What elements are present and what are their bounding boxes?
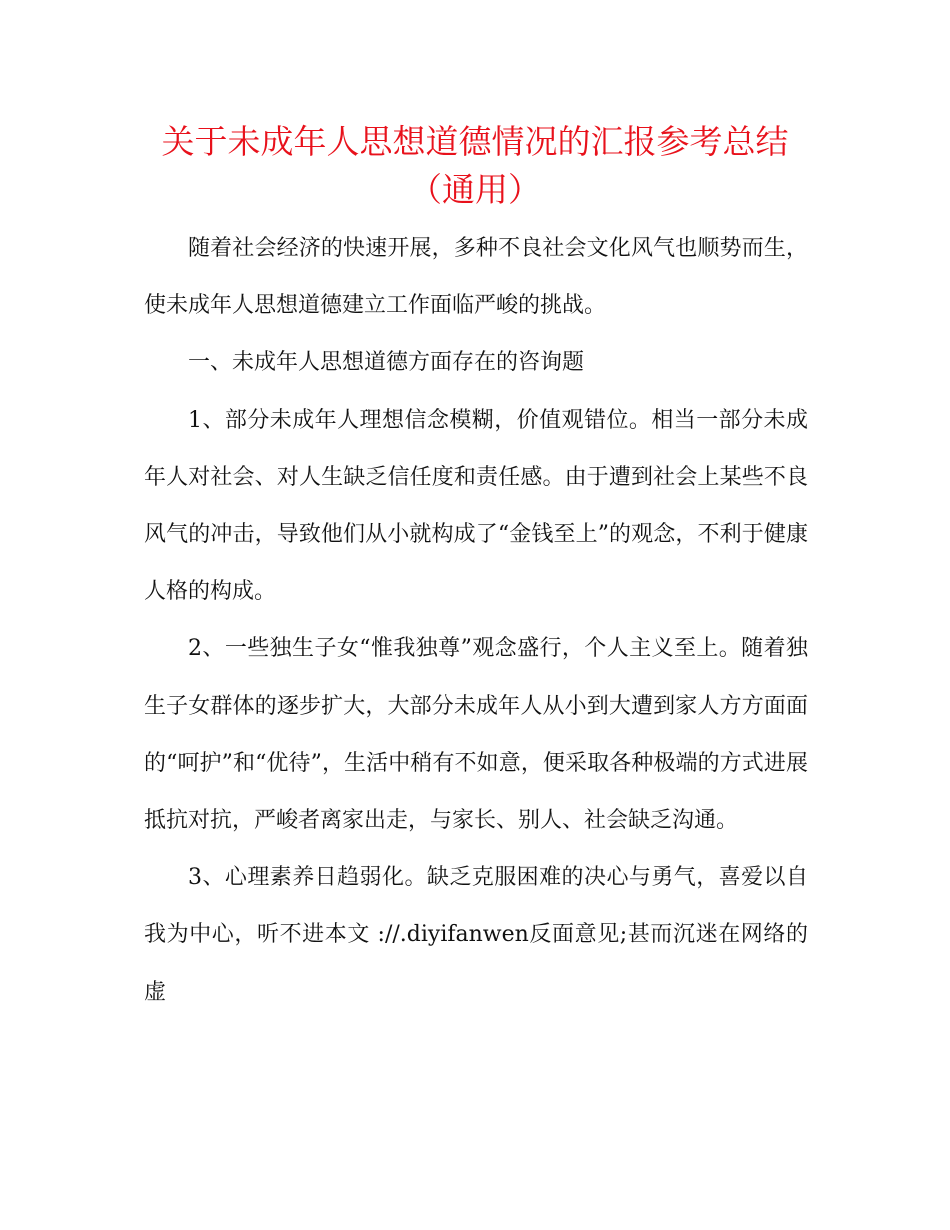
document-title: 关于未成年人思想道德情况的汇报参考总结（通用） <box>161 122 789 209</box>
point-1-paragraph: 1、部分未成年人理想信念模糊，价值观错位。相当一部分未成年人对社会、对人生缺乏信任度和责任感。由于遭到社会上某些不良风气的冲击，导致他们从小就构成了“金钱至上”的观念，不利于健康人格的构成。 <box>144 407 808 605</box>
point-3-paragraph: 3、心理素养日趋弱化。缺乏克服困难的决心与勇气，喜爱以自我为中心，听不进本文 ://.diyifanwen反面意见;甚而沉迷在网络的虚 <box>144 865 808 1005</box>
intro-paragraph: 随着社会经济的快速开展，多种不良社会文化风气也顺势而生，使未成年人思想道德建立工作面临严峻的挑战。 <box>144 236 808 319</box>
document-body <box>144 220 808 1021</box>
section-heading: 一、未成年人思想道德方面存在的咨询题 <box>188 350 585 376</box>
point-2-paragraph: 2、一些独生子女“惟我独尊”观念盛行，个人主义至上。随着独生子女群体的逐步扩大，大部分未成年人从小到大遭到家人方方面面的“呵护”和“优待”，生活中稍有不如意，便采取各种极端的方式进展抵抗对抗，严峻者离家出走，与家长、别人、社会缺乏沟通。 <box>144 636 808 834</box>
